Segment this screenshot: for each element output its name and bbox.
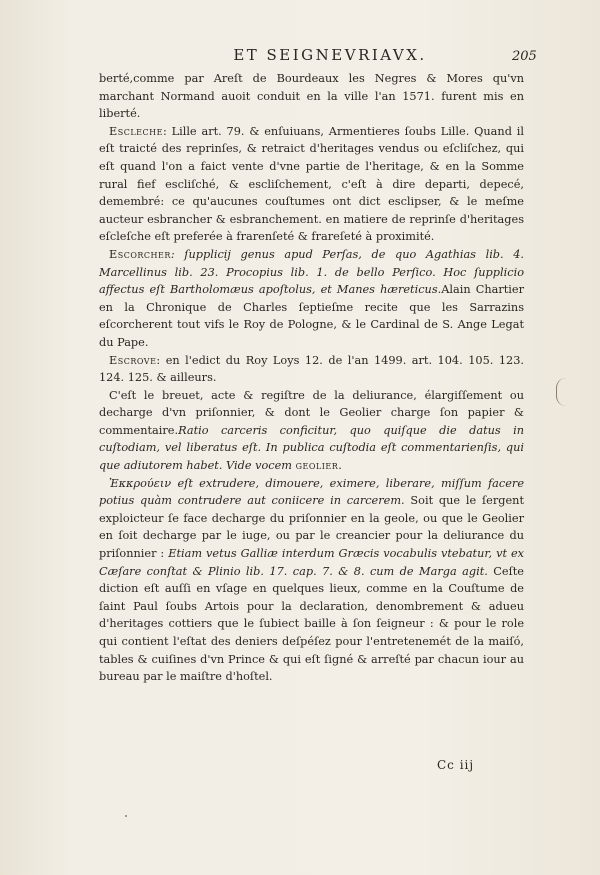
cross-reference: geolier. bbox=[295, 459, 343, 473]
paragraph-greek bbox=[99, 475, 524, 686]
paragraph-liberte: berté,comme par Areſt de Bourdeaux les Negres & Mores qu'vn marchant Normand auoit conduit en la ville l'an 1571. furent mis en liberté. bbox=[99, 72, 524, 121]
entry-escorcher bbox=[99, 246, 524, 352]
margin-bracket-mark bbox=[556, 378, 567, 406]
greek-word: Ἐκκρούειν bbox=[109, 476, 172, 490]
paragraph-text: Ceſte diction eſt auſſi en vſage en quelques lieux, comme en la Couſtume de ſaint Paul ſoubs Artois pour la declaration, denombrement & adueu d'heritages cottiers que le ſubiect baille à ſon ſeigneur : & pour le role qui contient l'eſtat des deniers deſpéſez pour l'entretenemét de la maiſó, tables & cuiſines d'vn Prince & qui eſt ſigné & arreſté par chacun iour au bureau par le maiſtre d'hoſtel. bbox=[99, 564, 524, 684]
latin-citation: Ratio carceris conficitur, quo quiſque die datus in cuſtodiam, vel liberatus eſt. In publica cuſtodia eſt commentarienſis, qui que adiutorem habet. Vide vocem bbox=[99, 423, 524, 473]
entry-term: Escleche bbox=[109, 124, 163, 138]
paragraph-text: Soit que le ſergent exploicteur ſe face decharge du priſonnier en la geole, ou que le Geolier en ſoit decharge par le iuge, ou par le creancier pour la deliurance du priſonnier : bbox=[99, 494, 524, 561]
latin-citation: eſt extrudere, dimouere, eximere, liberare, miſſum facere potius quàm contrudere aut coniicere in carcerem. bbox=[99, 476, 525, 508]
entry-text: : en l'edict du Roy Loys 12. de l'an 1499. art. 104. 105. 123. 124. 125. & ailleurs. bbox=[99, 353, 524, 385]
page-number: 205 bbox=[512, 49, 537, 64]
body-text bbox=[99, 70, 524, 686]
entry-escleche bbox=[99, 123, 524, 246]
running-title: ET SEIGNEVRIAVX. bbox=[233, 46, 427, 64]
paper-speck bbox=[125, 815, 127, 817]
entry-text: Alain Chartier en la Chronique de Charles ſeptieſme recite que les Sarrazins eſcorcherent tout vifs le Roy de Pologne, & le Cardinal de S. Ange Legat du Pape. bbox=[99, 283, 525, 349]
signature-mark: Cc iij bbox=[437, 758, 475, 772]
paragraph-text: C'eſt le breuet, acte & regiſtre de la deliurance, élargiſſement ou decharge d'vn priſonnier, & dont le Geolier charge ſon papier & commentaire. bbox=[99, 388, 524, 437]
latin-citation: : ſupplicij genus apud Perſas, de quo Agathias lib. 4. Marcellinus lib. 23. Procopius lib. 1. de bello Perſico. Hoc ſupplicio affectus eſt Bartholomæus apoſtolus, et Manes hæreticus. bbox=[99, 247, 524, 297]
entry-term: Escorcher bbox=[109, 247, 171, 261]
entry-escrove bbox=[99, 352, 524, 387]
latin-citation: Etiam vetus Galliæ interdum Græcis vocabulis vtebatur, vt ex Cæſare conſtat & Plinio lib. 17. cap. 7. & 8. cum de Marga agit. bbox=[99, 547, 525, 578]
paragraph-breuet bbox=[99, 387, 524, 475]
entry-term: Escrove bbox=[109, 353, 157, 367]
entry-text: : Lille art. 79. & enſuiuans, Armentieres ſoubs Lille. Quand il eſt traicté des reprinſes, & retraict d'heritages vendus ou eſcliſchez, qui eſt quand l'on a faict vente d'vne partie de l'heritage, & en la Somme rural fief escliſché, & escliſchement, c'eſt à dire departi, depecé, demembré: ce qu'aucunes couſtumes ont dict esclipser, & le meſme aucteur esbrancher & esbranchement. en matiere de reprinſe d'heritages eſcleſche eſt preferée à frarenſeté & frareſeté à proximité. bbox=[99, 124, 524, 244]
